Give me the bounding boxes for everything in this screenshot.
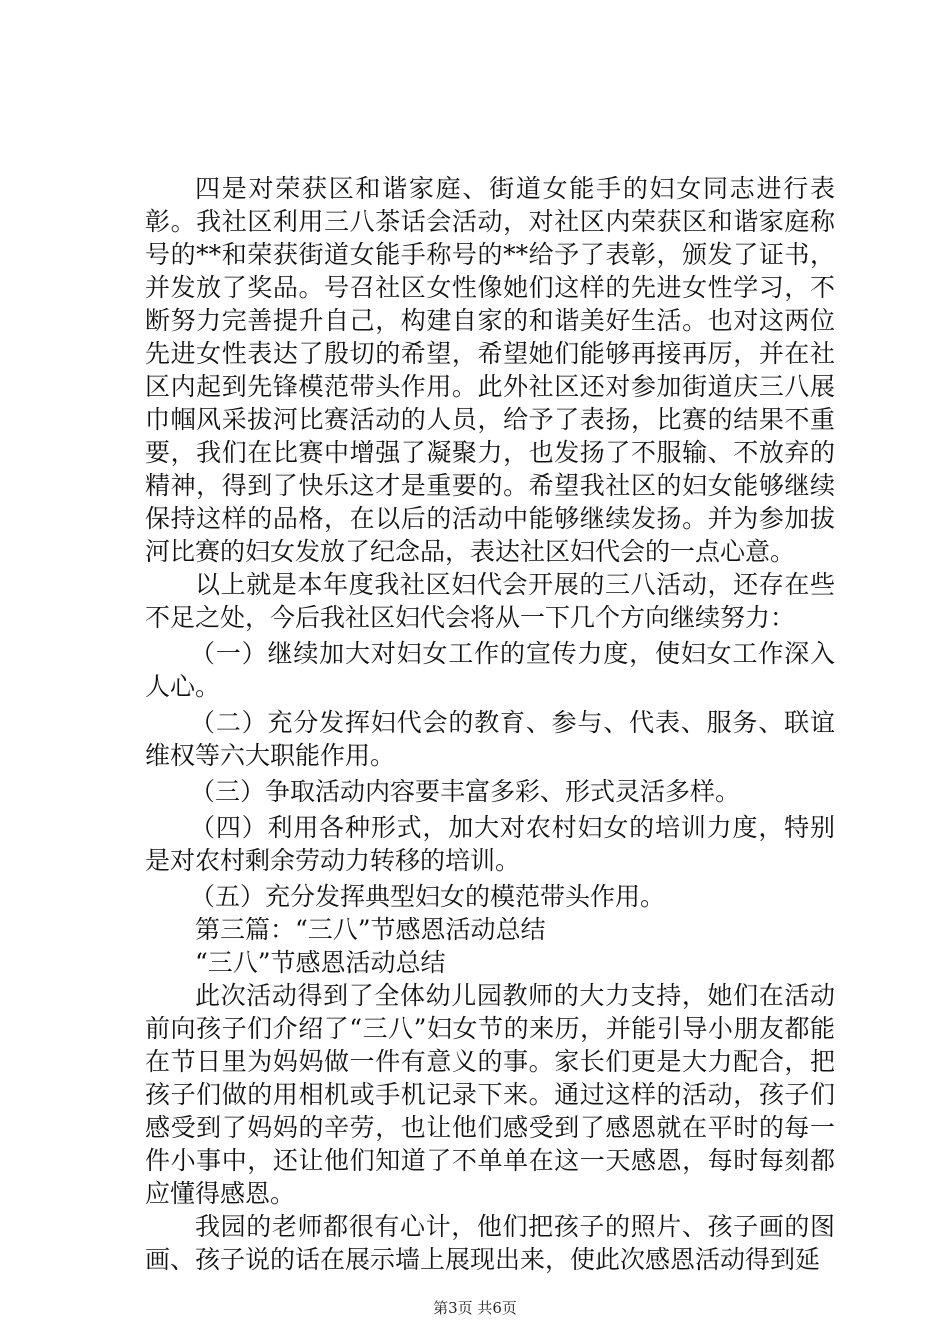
paragraph-commendation: 四是对荣获区和谐家庭、街道女能手的妇女同志进行表彰。我社区利用三八茶话会活动，对社区内荣获区和谐家庭称号的**和荣获街道女能手称号的**给予了表彰，颁发了证书，并发放了奖品。号召社区女性像她们这样的先进女性学习，不断努力完善提升自己，构建自家的和谐美好生活。也对这两位先进女性表达了殷切的希望，希望她们能够再接再厉，并在社区内起到先锋模范带头作用。此外社区还对参加街道庆三八展巾帼风采拔河比赛活动的人员，给予了表扬，比赛的结果不重要，我们在比赛中增强了凝聚力，也发扬了不服输、不放弃的精神，得到了快乐这才是重要的。希望我社区的妇女能够继续保持这样的品格，在以后的活动中能够继续发扬。并为参加拔河比赛的妇女发放了纪念品，表达社区妇代会的一点心意。 bbox=[145, 174, 835, 566]
document-body bbox=[145, 172, 835, 1276]
list-item-1: （一）继续加大对妇女工作的宣传力度，使妇女工作深入人心。 bbox=[145, 639, 835, 701]
list-item-5: （五）充分发挥典型妇女的模范带头作用。 bbox=[190, 882, 666, 911]
section-subtitle: “三八”节感恩活动总结 bbox=[195, 948, 446, 977]
page-footer: 第3页 共6页 bbox=[433, 1299, 517, 1317]
section-heading: 第三篇：“三八”节感恩活动总结 bbox=[195, 915, 546, 944]
paragraph-teachers: 我园的老师都很有心计，他们把孩子的照片、孩子画的图画、孩子说的话在展示墙上展现出来，使此次感恩活动得到延 bbox=[145, 1212, 835, 1274]
list-item-3: （三）争取活动内容要丰富多彩、形式灵活多样。 bbox=[190, 777, 741, 806]
list-item-4: （四）利用各种形式，加大对农村妇女的培训力度，特别是对农村剩余劳动力转移的培训。 bbox=[145, 813, 835, 875]
paragraph-activity: 此次活动得到了全体幼儿园教师的大力支持，她们在活动前向孩子们介绍了“三八”妇女节的来历，并能引导小朋友都能在节日里为妈妈做一件有意义的事。家长们更是大力配合，把孩子们做的用相机或手机记录下来。通过这样的活动，孩子们感受到了妈妈的辛劳，也让他们感受到了感恩就在平时的每一件小事中，还让他们知道了不单单在这一天感恩，每时每刻都应懂得感恩。 bbox=[145, 981, 835, 1208]
paragraph-summary: 以上就是本年度我社区妇代会开展的三八活动，还存在些不足之处，今后我社区妇代会将从一下几个方向继续努力： bbox=[145, 570, 835, 632]
list-item-2: （二）充分发挥妇代会的教育、参与、代表、服务、联谊维权等六大职能作用。 bbox=[145, 708, 835, 770]
